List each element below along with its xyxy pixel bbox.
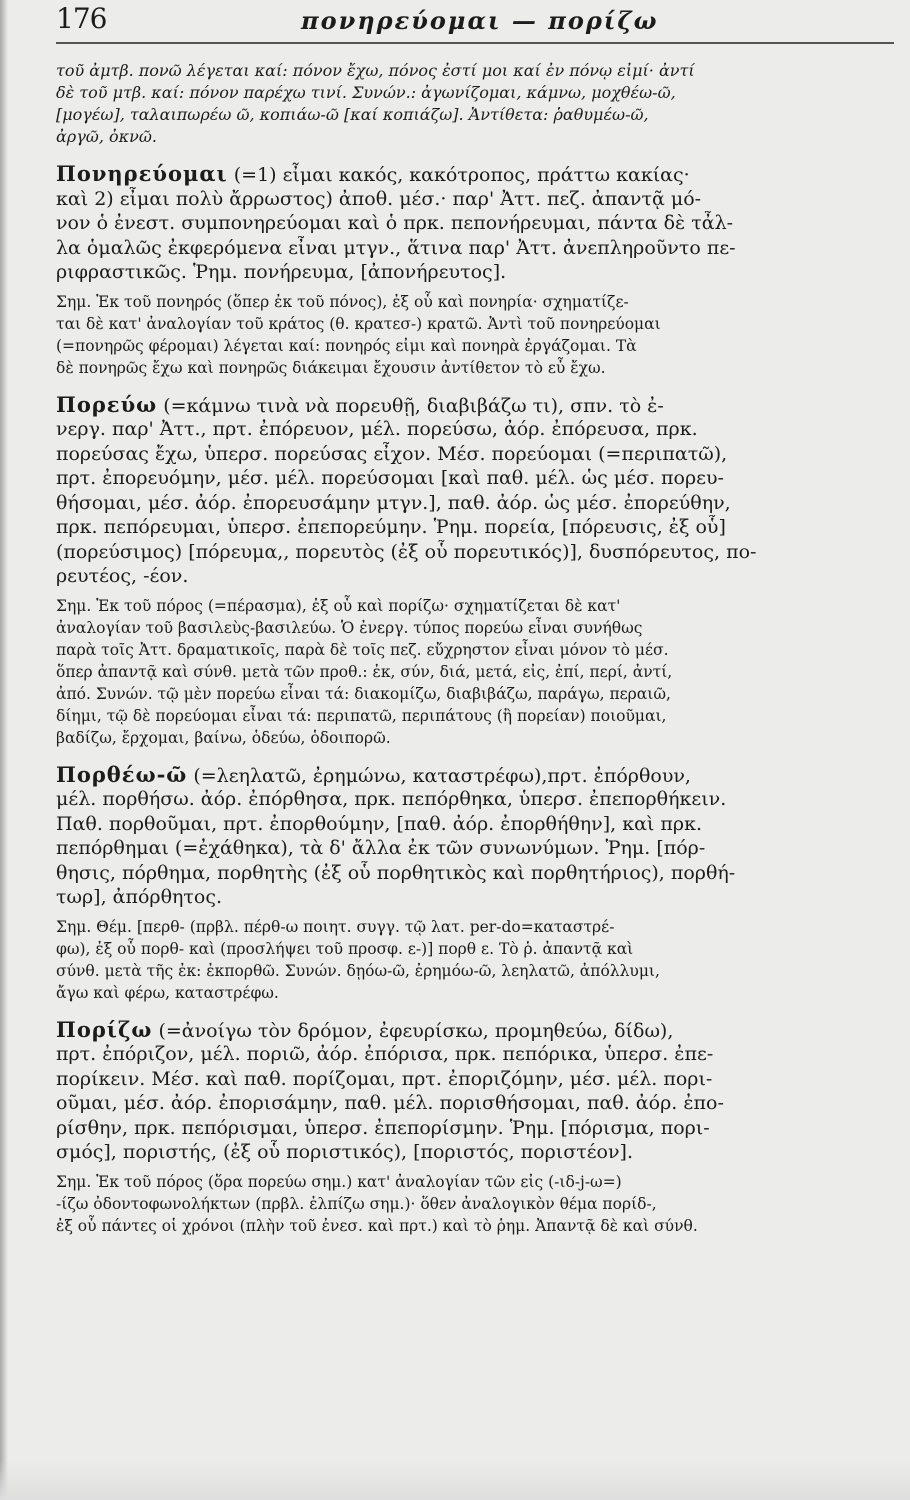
dictionary-entry — [56, 162, 894, 285]
note-line: (=πονηρῶς φέρομαι) λέγεται καί: πονηρός εἰμι καὶ πονηρὰ ἐργάζομαι. Τὰ — [56, 336, 637, 355]
header-rule — [56, 42, 894, 44]
entry-first-line — [56, 393, 894, 418]
note-line: ὅπερ ἀπαντᾷ καὶ σύνθ. μετὰ τῶν προθ.: ἐκ, σύν, διά, μετά, εἰς, ἐπί, περί, ἀντί, — [56, 662, 673, 681]
text-line: ἀργῶ, ὀκνῶ. — [56, 127, 157, 146]
text-line: ρίσθην, πρκ. πεπόρισμαι, ὑπερσ. ἐπεπορίσμην. Ῥημ. [πόρισμα, πορι- — [56, 1116, 710, 1139]
dictionary-entry — [56, 1018, 894, 1165]
page-bottom-edge — [0, 1460, 910, 1500]
note-line: δίημι, τῷ δὲ πορεύομαι εἶναι τά: περιπατῶ, περιπάτους (ἢ πορείαν) ποιοῦμαι, — [56, 706, 667, 725]
text-line: νεργ. παρ' Ἀττ., πρτ. ἐπόρευον, μέλ. πορεύσω, ἀόρ. ἐπόρευσα, πρκ. — [56, 418, 698, 440]
text-line: λα ὁμαλῶς ἐκφερόμενα εἶναι μτγν., ἅτινα παρ' Ἀττ. ἀνεπληροῦντο πε- — [56, 236, 736, 259]
text-line: (πορεύσιμος) [πόρευμα,, πορευτὸς (ἐξ οὗ πορευτικός)], δυσπόρευτος, πο- — [56, 540, 757, 563]
text-line: τωρ], ἀπόρθητος. — [56, 886, 223, 908]
text-line: ρευτέος, -έον. — [56, 565, 189, 587]
text-line: πρτ. ἐπόριζον, μέλ. ποριῶ, ἀόρ. ἐπόρισα, πρκ. πεπόρικα, ὑπερσ. ἐπε- — [56, 1043, 714, 1065]
text-line: σμός], ποριστής, (ἐξ οὗ ποριστικός), [ποριστός, ποριστέον]. — [56, 1141, 633, 1163]
text-line: δὲ τοῦ μτβ. καί: πόνον παρέχω τινί. Συνών.: ἀγωνίζομαι, κάμνω, μοχθέω-ῶ, — [56, 83, 676, 102]
text-line: νον ὁ ἐνεστ. συμπονηρεύομαι καὶ ὁ πρκ. πεπονήρευμαι, πάντα δὲ τἆλ- — [56, 212, 734, 234]
text-line: πορεύσας ἔχω, ὑπερσ. πορεύσας εἶχον. Μέσ. πορεύομαι (=περιπατῶ), — [56, 442, 728, 465]
continuation-paragraph — [56, 60, 894, 148]
running-head — [56, 2, 896, 42]
text-line: θησις, πόρθημα, πορθητὴς (ἐξ οὗ πορθητικὸς καὶ πορθητήριος), πορθή- — [56, 861, 736, 884]
note-line: σύνθ. μετὰ τῆς ἐκ: ἐκπορθῶ. Συνών. δῃόω-ῶ, ἐρημόω-ῶ, λεηλατῶ, ἀπόλλυμι, — [56, 961, 660, 980]
entry-note — [56, 1171, 894, 1237]
text-line: [μογέω], ταλαιπωρέω ῶ, κοπιάω-ῶ [καί κοπιάζω]. Ἀντίθετα: ῥαθυμέω-ῶ, — [56, 105, 649, 124]
entry-first-line — [56, 1018, 894, 1043]
dictionary-entry — [56, 393, 894, 589]
headword: Πορίζω — [56, 1017, 153, 1042]
entry-note — [56, 595, 894, 749]
text-line: πορίκειν. Μέσ. καὶ παθ. πορίζομαι, πρτ. ἐποριζόμην, μέσ. μέλ. πορι- — [56, 1067, 713, 1090]
binding-shadow — [0, 0, 8, 1500]
text-line: πρτ. ἐπορευόμην, μέσ. μέλ. πορεύσομαι [καὶ παθ. μέλ. ὡς μέσ. πορευ- — [56, 467, 724, 489]
note-line: ἐξ οὗ πάντες οἱ χρόνοι (πλὴν τοῦ ἐνεσ. καὶ πρτ.) καὶ τὸ ῥημ. Ἀπαντᾷ δὲ καὶ σύνθ. — [56, 1216, 698, 1235]
entry-text: (=1) εἶμαι κακός, κακότροπος, πράττω κακίας· — [233, 164, 690, 186]
note-line: φω), ἐξ οὗ πορθ- καὶ (προσλήψει τοῦ προσφ. ε-)] πορθ ε. Τὸ ῥ. ἀπαντᾷ καὶ — [56, 939, 634, 958]
text-line: οῦμαι, μέσ. ἀόρ. ἐπορισάμην, παθ. μέλ. πορισθήσομαι, παθ. ἀόρ. ἐπο- — [56, 1092, 724, 1114]
note-line: ἀναλογίαν τοῦ βασιλεὺς-βασιλεύω. Ὁ ἐνεργ. τύπος πορεύω εἶναι συνήθως — [56, 618, 643, 637]
note-line: ἄγω καὶ φέρω, καταστρέφω. — [56, 983, 279, 1002]
dictionary-body — [56, 60, 894, 1237]
note-line: ἀπό. Συνών. τῷ μὲν πορεύω εἶναι τά: διακομίζω, διαβιβάζω, παράγω, περαιῶ, — [56, 684, 671, 703]
entry-note — [56, 291, 894, 379]
text-line: πρκ. πεπόρευμαι, ὑπερσ. ἐπεπορεύμην. Ῥημ. πορεία, [πόρευσις, ἐξ οὗ] — [56, 516, 726, 538]
running-title: πονηρεύομαι — πορίζω — [301, 6, 659, 35]
entry-first-line — [56, 162, 894, 187]
dictionary-entry — [56, 763, 894, 910]
text-line: μέλ. πορθήσω. ἀόρ. ἐπόρθησα, πρκ. πεπόρθηκα, ὑπερσ. ἐπεπορθήκειν. — [56, 788, 727, 810]
note-line: Σημ. Ἐκ τοῦ πόρος (=πέρασμα), ἐξ οὗ καὶ πορίζω· σχηματίζεται δὲ κατ' — [56, 596, 621, 615]
text-line: τοῦ ἀμτβ. πονῶ λέγεται καί: πόνον ἔχω, πόνος ἐστί μοι καί ἐν πόνῳ εἰμί· ἀντί — [56, 61, 695, 80]
headword: Πορθέω-ῶ — [56, 762, 188, 787]
page-number: 176 — [56, 2, 107, 35]
entry-text: (=λεηλατῶ, ἐρημώνω, καταστρέφω),πρτ. ἐπόρθουν, — [193, 764, 691, 787]
text-line: καὶ 2) εἶμαι πολὺ ἄρρωστος) ἀποθ. μέσ.· παρ' Ἀττ. πεζ. ἀπαντᾷ μό- — [56, 187, 702, 210]
note-line: βαδίζω, ἔρχομαι, βαίνω, ὁδεύω, ὁδοιπορῶ. — [56, 728, 391, 747]
text-line: πεπόρθημαι (=ἐχάθηκα), τὰ δ' ἄλλα ἐκ τῶν συνωνύμων. Ῥημ. [πόρ- — [56, 837, 706, 859]
note-line: -ίζω ὀδοντοφωνολήκτων (πρβλ. ἐλπίζω σημ.)· ὅθεν ἀναλογικὸν θέμα πορίδ-, — [56, 1194, 657, 1213]
entry-first-line — [56, 763, 894, 788]
note-line: παρὰ τοῖς Ἀττ. δραματικοῖς, παρὰ δὲ τοῖς πεζ. εὔχρηστον εἶναι μόνον τὸ μέσ. — [56, 640, 669, 659]
note-line: Σημ. Ἐκ τοῦ πόρος (ὅρα πορεύω σημ.) κατ' ἀναλογίαν τῶν εἰς (-ιδ-j-ω=) — [56, 1172, 622, 1191]
entry-text: (=ἀνοίγω τὸν δρόμον, ἐφευρίσκω, προμηθεύω, δίδω), — [158, 1019, 674, 1042]
text-line: θήσομαι, μέσ. ἀόρ. ἐπορευσάμην μτγν.], παθ. ἀόρ. ὡς μέσ. ἐπορεύθην, — [56, 491, 731, 514]
entry-text: (=κάμνω τινὰ νὰ πορευθῇ, διαβιβάζω τι), σπν. τὸ ἐ- — [163, 394, 664, 417]
headword: Πορεύω — [56, 392, 158, 417]
note-line: Σημ. Ἐκ τοῦ πονηρός (ὅπερ ἐκ τοῦ πόνος), ἐξ οὗ καὶ πονηρία· σχηματίζε- — [56, 292, 629, 311]
headword: Πονηρεύομαι — [56, 162, 228, 186]
text-line: ριφραστικῶς. Ῥημ. πονήρευμα, [ἀπονήρευτος]. — [56, 261, 507, 283]
note-line: δὲ πονηρῶς ἔχω καὶ πονηρῶς διάκειμαι ἔχουσιν ἀντίθετον τὸ εὖ ἔχω. — [56, 358, 606, 377]
entry-note — [56, 916, 894, 1004]
note-line: ται δὲ κατ' ἀναλογίαν τοῦ κράτος (θ. κρατεσ-) κρατῶ. Ἀντὶ τοῦ πονηρεύομαι — [56, 314, 661, 333]
text-line: Παθ. πορθοῦμαι, πρτ. ἐπορθούμην, [παθ. ἀόρ. ἐπορθήθην], καὶ πρκ. — [56, 812, 702, 835]
note-line: Σημ. Θέμ. [περθ- (πρβλ. πέρθ-ω ποιητ. συγγ. τῷ λατ. per-do=καταστρέ- — [56, 917, 615, 936]
